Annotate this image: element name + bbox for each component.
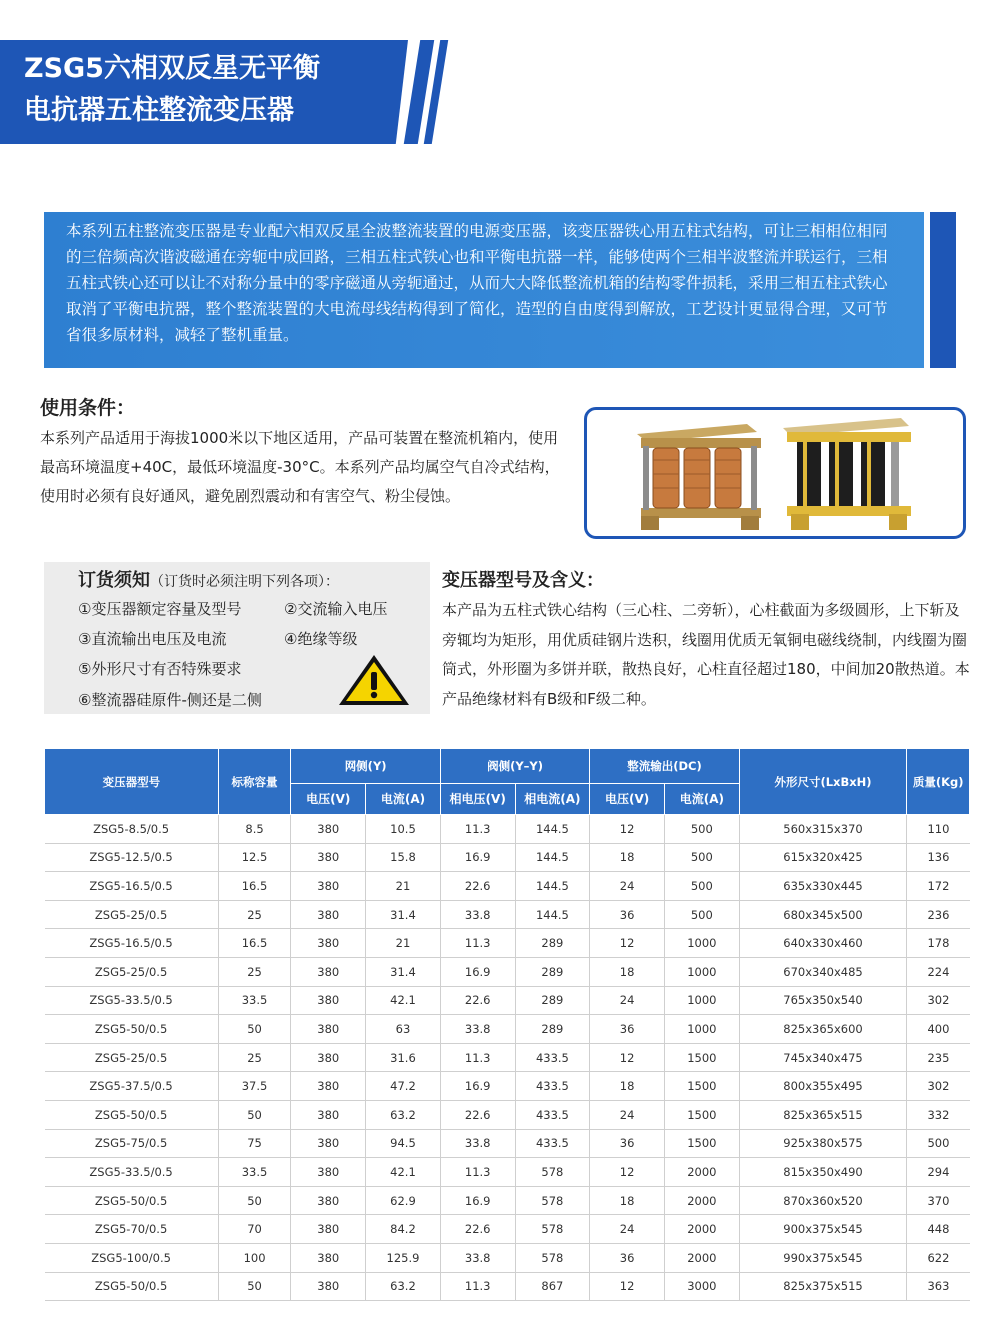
cell-size: 745x340x475 [739, 1043, 907, 1072]
cell-model: ZSG5-100/0.5 [45, 1243, 219, 1272]
cell-phase-voltage: 22.6 [440, 986, 515, 1015]
cell-size: 800x355x495 [739, 1072, 907, 1101]
table-row [45, 900, 970, 929]
order-item: ②交流输入电压 [284, 600, 388, 618]
cell-grid-current: 62.9 [366, 1186, 441, 1215]
cell-capacity: 25 [218, 1043, 291, 1072]
cell-grid-voltage: 380 [291, 929, 366, 958]
cell-grid-voltage: 380 [291, 815, 366, 844]
cell-capacity: 25 [218, 957, 291, 986]
cell-dc-current: 500 [664, 815, 739, 844]
spec-table [44, 748, 970, 1301]
cell-phase-current: 433.5 [515, 1129, 590, 1158]
meaning-heading: 变压器型号及含义： [442, 570, 604, 591]
cell-mass: 363 [907, 1272, 970, 1301]
col-header-dc-current: 电流(A) [664, 784, 739, 815]
table-row [45, 1243, 970, 1272]
col-header-model: 变压器型号 [45, 749, 219, 815]
cell-grid-current: 21 [366, 872, 441, 901]
cell-capacity: 25 [218, 900, 291, 929]
cell-size: 825x365x600 [739, 1015, 907, 1044]
cell-dc-voltage: 18 [590, 843, 665, 872]
cell-capacity: 12.5 [218, 843, 291, 872]
cell-dc-current: 3000 [664, 1272, 739, 1301]
col-header-phase-voltage: 相电压(V) [440, 784, 515, 815]
cell-model: ZSG5-37.5/0.5 [45, 1072, 219, 1101]
table-row [45, 957, 970, 986]
cell-grid-voltage: 380 [291, 1272, 366, 1301]
cell-grid-voltage: 380 [291, 1186, 366, 1215]
cell-grid-current: 63.2 [366, 1272, 441, 1301]
cell-mass: 448 [907, 1215, 970, 1244]
cell-grid-current: 42.1 [366, 1158, 441, 1187]
cell-phase-voltage: 16.9 [440, 957, 515, 986]
cell-phase-current: 578 [515, 1186, 590, 1215]
cell-phase-current: 867 [515, 1272, 590, 1301]
cell-grid-voltage: 380 [291, 843, 366, 872]
cell-dc-voltage: 36 [590, 900, 665, 929]
cell-mass: 500 [907, 1129, 970, 1158]
cell-dc-current: 1000 [664, 1015, 739, 1044]
cell-capacity: 50 [218, 1100, 291, 1129]
cell-mass: 332 [907, 1100, 970, 1129]
cell-dc-current: 2000 [664, 1243, 739, 1272]
cell-grid-voltage: 380 [291, 1015, 366, 1044]
cell-grid-voltage: 380 [291, 872, 366, 901]
cell-capacity: 50 [218, 1272, 291, 1301]
cell-mass: 622 [907, 1243, 970, 1272]
product-photo [584, 407, 966, 539]
cell-mass: 172 [907, 872, 970, 901]
col-header-grid: 网侧(Y) [291, 749, 440, 784]
cell-size: 635x330x445 [739, 872, 907, 901]
cell-grid-voltage: 380 [291, 1129, 366, 1158]
cell-mass: 302 [907, 986, 970, 1015]
cell-phase-current: 289 [515, 929, 590, 958]
cell-model: ZSG5-70/0.5 [45, 1215, 219, 1244]
table-row [45, 1158, 970, 1187]
cell-dc-voltage: 24 [590, 986, 665, 1015]
cell-dc-current: 1500 [664, 1043, 739, 1072]
cell-phase-voltage: 16.9 [440, 1186, 515, 1215]
usage-heading: 使用条件： [40, 397, 136, 419]
cell-mass: 400 [907, 1015, 970, 1044]
col-header-valve: 阀侧(Y–Y) [440, 749, 589, 784]
cell-dc-voltage: 24 [590, 872, 665, 901]
cell-dc-voltage: 12 [590, 815, 665, 844]
cell-phase-voltage: 33.8 [440, 900, 515, 929]
cell-phase-current: 144.5 [515, 872, 590, 901]
order-item: ①变压器额定容量及型号 [78, 600, 242, 618]
cell-dc-current: 1000 [664, 929, 739, 958]
cell-model: ZSG5-12.5/0.5 [45, 843, 219, 872]
cell-phase-voltage: 22.6 [440, 872, 515, 901]
cell-grid-current: 21 [366, 929, 441, 958]
cell-grid-voltage: 380 [291, 1243, 366, 1272]
cell-model: ZSG5-25/0.5 [45, 957, 219, 986]
cell-grid-voltage: 380 [291, 1215, 366, 1244]
cell-size: 825x375x515 [739, 1272, 907, 1301]
cell-mass: 370 [907, 1186, 970, 1215]
cell-size: 900x375x545 [739, 1215, 907, 1244]
order-heading-main: 订货须知 [78, 570, 150, 591]
cell-grid-voltage: 380 [291, 1100, 366, 1129]
cell-dc-voltage: 36 [590, 1129, 665, 1158]
table-row [45, 815, 970, 844]
cell-grid-voltage: 380 [291, 1158, 366, 1187]
cell-model: ZSG5-16.5/0.5 [45, 872, 219, 901]
cell-size: 680x345x500 [739, 900, 907, 929]
cell-capacity: 75 [218, 1129, 291, 1158]
cell-dc-current: 2000 [664, 1215, 739, 1244]
cell-dc-current: 500 [664, 843, 739, 872]
col-header-dc-voltage: 电压(V) [590, 784, 665, 815]
cell-phase-current: 578 [515, 1158, 590, 1187]
cell-phase-voltage: 11.3 [440, 1272, 515, 1301]
order-heading-sub: （订货时必须注明下列各项）： [150, 574, 339, 590]
cell-size: 990x375x545 [739, 1243, 907, 1272]
order-item: ⑥整流器硅原件-侧还是二侧 [78, 691, 262, 709]
table-row [45, 929, 970, 958]
cell-model: ZSG5-50/0.5 [45, 1272, 219, 1301]
cell-size: 640x330x460 [739, 929, 907, 958]
cell-grid-voltage: 380 [291, 900, 366, 929]
cell-dc-voltage: 12 [590, 1158, 665, 1187]
meaning-text: 本产品为五柱式铁心结构（三心柱、二旁斩），心柱截面为多级圆形，上下斩及旁辄均为矩形，用优质硅钢片迭积，线圈用优质无氧铜电磁线绕制，内线圈为圈筒式，外形圈为多饼并联，散热良好，心柱直径超过180，中间加20散热道。本产品绝缘材料有B级和F级二种。 [442, 601, 970, 708]
cell-size: 670x340x485 [739, 957, 907, 986]
cell-phase-current: 144.5 [515, 900, 590, 929]
cell-mass: 236 [907, 900, 970, 929]
cell-grid-voltage: 380 [291, 1072, 366, 1101]
cell-dc-current: 1000 [664, 957, 739, 986]
cell-dc-voltage: 36 [590, 1015, 665, 1044]
col-header-phase-current: 相电流(A) [515, 784, 590, 815]
cell-dc-voltage: 36 [590, 1243, 665, 1272]
cell-phase-voltage: 11.3 [440, 1043, 515, 1072]
cell-phase-voltage: 16.9 [440, 843, 515, 872]
cell-capacity: 33.5 [218, 1158, 291, 1187]
cell-mass: 235 [907, 1043, 970, 1072]
cell-grid-current: 42.1 [366, 986, 441, 1015]
cell-phase-current: 433.5 [515, 1043, 590, 1072]
cell-grid-current: 31.4 [366, 957, 441, 986]
cell-grid-current: 63 [366, 1015, 441, 1044]
intro-side-bar [930, 212, 956, 368]
cell-model: ZSG5-8.5/0.5 [45, 815, 219, 844]
cell-phase-current: 144.5 [515, 843, 590, 872]
cell-phase-voltage: 11.3 [440, 929, 515, 958]
cell-model: ZSG5-75/0.5 [45, 1129, 219, 1158]
cell-grid-voltage: 380 [291, 1043, 366, 1072]
cell-grid-current: 31.4 [366, 900, 441, 929]
cell-size: 560x315x370 [739, 815, 907, 844]
table-row [45, 872, 970, 901]
cell-size: 815x350x490 [739, 1158, 907, 1187]
cell-size: 825x365x515 [739, 1100, 907, 1129]
cell-dc-current: 2000 [664, 1186, 739, 1215]
cell-phase-voltage: 11.3 [440, 815, 515, 844]
cell-size: 925x380x575 [739, 1129, 907, 1158]
transformer-illustration [587, 410, 963, 536]
cell-dc-voltage: 24 [590, 1100, 665, 1129]
cell-mass: 110 [907, 815, 970, 844]
cell-capacity: 70 [218, 1215, 291, 1244]
cell-capacity: 33.5 [218, 986, 291, 1015]
cell-phase-current: 144.5 [515, 815, 590, 844]
cell-grid-current: 84.2 [366, 1215, 441, 1244]
cell-grid-voltage: 380 [291, 957, 366, 986]
cell-phase-voltage: 33.8 [440, 1129, 515, 1158]
cell-model: ZSG5-50/0.5 [45, 1100, 219, 1129]
col-header-voltage: 电压(V) [291, 784, 366, 815]
cell-phase-voltage: 22.6 [440, 1215, 515, 1244]
cell-dc-voltage: 18 [590, 1186, 665, 1215]
cell-model: ZSG5-33.5/0.5 [45, 986, 219, 1015]
cell-phase-voltage: 33.8 [440, 1243, 515, 1272]
cell-model: ZSG5-16.5/0.5 [45, 929, 219, 958]
cell-dc-voltage: 12 [590, 1043, 665, 1072]
cell-capacity: 100 [218, 1243, 291, 1272]
table-row [45, 1215, 970, 1244]
cell-capacity: 16.5 [218, 929, 291, 958]
cell-dc-current: 1500 [664, 1129, 739, 1158]
table-row [45, 1129, 970, 1158]
order-item: ③直流输出电压及电流 [78, 630, 227, 648]
cell-dc-voltage: 12 [590, 929, 665, 958]
table-row [45, 1100, 970, 1129]
page-title [24, 48, 320, 132]
cell-dc-current: 500 [664, 872, 739, 901]
table-row [45, 1015, 970, 1044]
cell-dc-voltage: 18 [590, 957, 665, 986]
cell-grid-current: 63.2 [366, 1100, 441, 1129]
table-row [45, 1186, 970, 1215]
table-row [45, 1272, 970, 1301]
cell-size: 765x350x540 [739, 986, 907, 1015]
cell-mass: 136 [907, 843, 970, 872]
cell-phase-voltage: 33.8 [440, 1015, 515, 1044]
cell-size: 870x360x520 [739, 1186, 907, 1215]
cell-grid-current: 15.8 [366, 843, 441, 872]
cell-capacity: 8.5 [218, 815, 291, 844]
cell-dc-current: 1500 [664, 1072, 739, 1101]
cell-phase-current: 578 [515, 1215, 590, 1244]
cell-mass: 178 [907, 929, 970, 958]
order-heading [78, 566, 339, 592]
cell-phase-voltage: 22.6 [440, 1100, 515, 1129]
cell-model: ZSG5-50/0.5 [45, 1015, 219, 1044]
cell-capacity: 16.5 [218, 872, 291, 901]
cell-grid-voltage: 380 [291, 986, 366, 1015]
cell-grid-current: 10.5 [366, 815, 441, 844]
cell-phase-current: 289 [515, 986, 590, 1015]
cell-phase-current: 289 [515, 1015, 590, 1044]
title-line-1: ZSG5六相双反星无平衡 [24, 53, 320, 84]
cell-grid-current: 47.2 [366, 1072, 441, 1101]
cell-grid-current: 125.9 [366, 1243, 441, 1272]
order-item: ④绝缘等级 [284, 630, 358, 648]
table-row [45, 1043, 970, 1072]
cell-phase-current: 578 [515, 1243, 590, 1272]
usage-text: 本系列产品适用于海拔1000米以下地区适用，产品可装置在整流机箱内，使用最高环境温度+40C，最低环境温度-30°C。本系列产品均属空气自冷式结构，使用时必须有良好通风，避免剧烈震动和有害空气、粉尘侵蚀。 [40, 429, 560, 505]
cell-mass: 302 [907, 1072, 970, 1101]
cell-dc-voltage: 12 [590, 1272, 665, 1301]
cell-model: ZSG5-50/0.5 [45, 1186, 219, 1215]
col-header-dc: 整流输出(DC) [590, 749, 739, 784]
warning-triangle-icon [336, 652, 412, 708]
table-row [45, 986, 970, 1015]
cell-model: ZSG5-25/0.5 [45, 1043, 219, 1072]
intro-text: 本系列五柱整流变压器是专业配六相双反星全波整流装置的电源变压器，该变压器铁心用五柱式结构，可让三相相位相同的三倍频高次谐波磁通在旁轭中成回路，三相五柱式铁心也和平衡电抗器一样，能够使两个三相半波整流并联运行，三相五柱式铁心还可以让不对称分量中的零序磁通从旁轭通过，从而大大降低整流机箱的结构零件损耗，采用三相五柱式铁心取消了平衡电抗器，整个整流装置的大电流母线结构得到了简化，造型的自由度得到解放，工艺设计更显得合理，又可节省很多原材料，减轻了整机重量。 [44, 212, 924, 368]
cell-dc-current: 2000 [664, 1158, 739, 1187]
col-header-current: 电流(A) [366, 784, 441, 815]
cell-phase-current: 433.5 [515, 1072, 590, 1101]
cell-model: ZSG5-33.5/0.5 [45, 1158, 219, 1187]
cell-dc-voltage: 24 [590, 1215, 665, 1244]
col-header-capacity: 标称容量 [218, 749, 291, 815]
table-row [45, 1072, 970, 1101]
cell-grid-current: 94.5 [366, 1129, 441, 1158]
cell-mass: 224 [907, 957, 970, 986]
col-header-mass: 质量(Kg) [907, 749, 970, 815]
cell-phase-voltage: 16.9 [440, 1072, 515, 1101]
order-item: ⑤外形尺寸有否特殊要求 [78, 660, 242, 678]
cell-phase-voltage: 11.3 [440, 1158, 515, 1187]
cell-capacity: 50 [218, 1186, 291, 1215]
cell-phase-current: 433.5 [515, 1100, 590, 1129]
cell-capacity: 37.5 [218, 1072, 291, 1101]
table-row [45, 843, 970, 872]
title-line-2: 电抗器五柱整流变压器 [24, 95, 294, 126]
col-header-size: 外形尺寸(LxBxH) [739, 749, 907, 815]
cell-mass: 294 [907, 1158, 970, 1187]
cell-dc-current: 1500 [664, 1100, 739, 1129]
cell-dc-voltage: 18 [590, 1072, 665, 1101]
cell-model: ZSG5-25/0.5 [45, 900, 219, 929]
cell-size: 615x320x425 [739, 843, 907, 872]
cell-dc-current: 1000 [664, 986, 739, 1015]
cell-capacity: 50 [218, 1015, 291, 1044]
cell-dc-current: 500 [664, 900, 739, 929]
cell-grid-current: 31.6 [366, 1043, 441, 1072]
cell-phase-current: 289 [515, 957, 590, 986]
